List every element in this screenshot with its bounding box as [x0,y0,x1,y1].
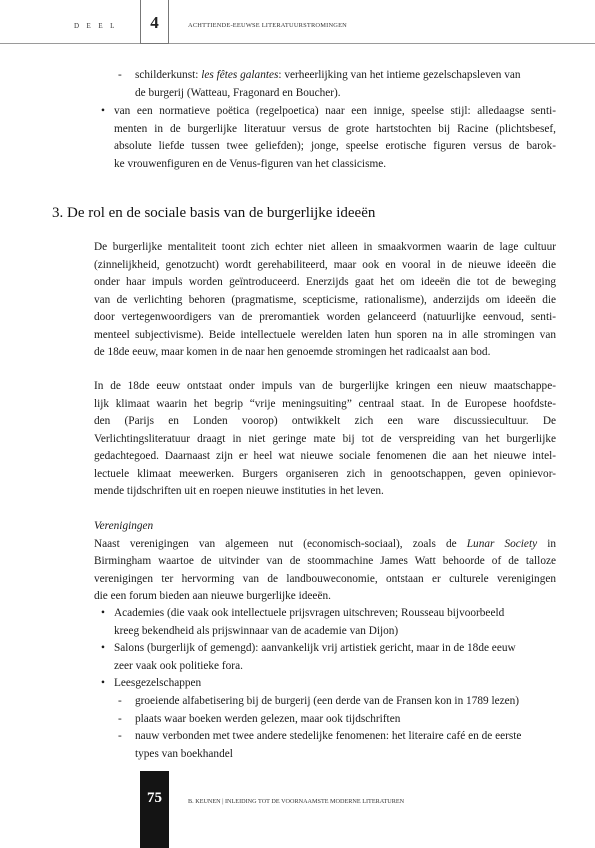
verenigingen-section [94,518,556,606]
paragraph-line: mende tijdschriften uit en roepen nieuwe instituties in het leven. [94,485,384,497]
bullet-line: kreeg bekendheid als prijswinnaar van de academie van Dijon) [114,624,399,637]
running-title: ACHTTIENDE-EEUWSE LITERATUURSTROMINGEN [188,22,348,29]
dash-list-item [118,67,556,85]
paragraph-line: den (Parijs en Londen voorop) ontwikkelt zich een ware discussiecultuur. De [94,415,556,427]
chapter-box [140,0,169,44]
paragraph-line: door vertegenwoordigers van de preromantiek worden gelanceerd (natuurlijke eenvoud, senti- [94,311,556,323]
dash-list-item [118,693,556,711]
dash-item-text: plaats waar boeken werden gelezen, maar ook tijdschriften [135,712,401,725]
page-number: 75 [147,790,162,806]
dash-marker: - [118,712,122,725]
dash-marker: - [118,730,122,742]
intro-text: Naast verenigingen van algemeen nut (economisch-sociaal), zoals de [94,537,467,550]
subsection-heading: Verenigingen [94,520,154,532]
dash-item-text: groeiende alfabetisering bij de burgerij (een derde van de Fransen kon in 1789 lezen) [135,695,520,707]
footer-running-title: B. KEUNEN | INLEIDING TOT DE VOORNAAMSTE MODERNE LITERATUREN [188,798,405,805]
society-bullet-list [100,605,556,693]
footer-page-bar [140,771,169,848]
bullet-marker: • [101,677,105,689]
bullet-marker: • [101,642,105,654]
bullet-marker: • [101,105,105,117]
paragraph-line: menteel subjectivisme). Beide intellectuele werelden laten hun sporen na in alle stromingen van [94,328,556,341]
dash-item-prefix: schilderkunst: [135,69,202,81]
paragraph-line: (zinnelijkheid, genotzucht) wordt gerehabiliteerd, maar ook en vooral in de nieuwe ideeën die [94,258,556,271]
paragraph-line: In de 18de eeuw ontstaat onder impuls van de burgerlijke kringen een nieuw maatschappe- [94,380,556,392]
bullet-line: Academies (die vaak ook intellectuele prijsvragen uitschreven; Rousseau bijvoorbeeld [114,607,505,619]
italic-society-name: Lunar Society [466,537,538,550]
dash-marker: - [118,69,122,81]
paragraph-line: Birmingham waartoe de uitvinder van de stoommachine James Watt behoorde of de talloze [94,555,556,567]
paragraph-line: van de verlichting behoren (pragmatisme, scepticisme, rationalisme), anderzijds om ideeën die [94,293,556,306]
bullet-marker: • [101,607,105,619]
paragraph-line: lectuele klimaat meewerken. Burgers organiseren zich in genootschappen, geven opinievor- [94,467,556,480]
bullet-list-item [100,605,556,640]
paragraph-line: de 18de eeuw, maar komen in de naar hen genoemde stromingen het radicaalst aan bod. [94,346,491,358]
paragraph-line [94,536,556,554]
paragraph-2 [94,378,556,501]
part-label: DEEL [74,22,122,30]
chapter-number: 4 [150,13,159,32]
top-dash-item [118,67,556,102]
paragraph-line: onder haar impuls worden geïntroduceerd. Enerzijds gaat het om ideeën die tot de beweging [94,276,556,288]
paragraph-line: De burgerlijke mentaliteit toont zich echter niet alleen in smaakvormen waarin de lage cultuur [94,241,556,253]
bullet-line: ke vrouwenfiguren en de Venus-figuren van het classicisme. [114,157,387,170]
paragraph-line: verenigingen ter hervorming van de landbouweconomie, ontstaan er culturele verenigingen [94,572,556,585]
section-heading: 3. De rol en de sociale basis van de burgerlijke ideeën [52,205,376,221]
dash-list-item [118,711,556,729]
bullet-list-item [100,675,556,693]
dash-item-continuation: types van boekhandel [135,747,233,760]
bullet-line: zeer vaak ook politieke fora. [114,659,243,672]
dash-list-item [118,728,556,746]
dash-item-text: : verheerlijking van het intieme gezelschapsleven van [278,69,521,81]
bullet-line: menten in de burgerlijke literatuur versus de grote hartstochten bij Racine (plichtsbesef, [114,122,556,135]
paragraph-line: Verlichtingsliteratuur draagt in niet geringe mate bij tot de verspreiding van het burgerlijke [94,432,556,445]
paragraph-line: lijk klimaat waarin het begrip “vrije meningsuiting” centraal staat. In de Europese hoofdste- [94,397,556,410]
leesgezelschappen-dash-list [118,693,556,763]
intro-text-end: in [537,537,556,550]
bullet-list-item [100,640,556,675]
italic-term: les fêtes galantes [201,69,279,81]
bullet-line: Leesgezelschappen [114,677,202,689]
bullet-line: van een normatieve poëtica (regelpoetica) naar een innige, speelse stijl: alledaagse senti- [114,105,556,117]
dash-item-continuation: de burgerij (Watteau, Fragonard en Boucher). [135,86,341,99]
bullet-line: absolute liefde tussen twee geliefden); jonge, speelse erotische figuren versus de barok- [114,140,556,152]
bullet-line: Salons (burgerlijk of gemengd): aanvankelijk vrij artistiek gericht, maar in de 18de eeuw [114,642,516,654]
paragraph-1 [94,239,556,362]
bullet-list-item [100,103,556,173]
header-rule [0,43,595,44]
paragraph-line: gedachtegoed. Daarnaast zijn er heel wat nieuwe sociale fenomenen die aan het nieuwe intel- [94,450,556,462]
dash-marker: - [118,695,122,707]
paragraph-line: die een forum bieden aan nieuwe burgerlijke ideeën. [94,590,331,602]
dash-item-text: nauw verbonden met twee andere stedelijke fenomenen: het literaire café en de eerste [135,730,522,742]
top-bullet-item [100,103,556,173]
